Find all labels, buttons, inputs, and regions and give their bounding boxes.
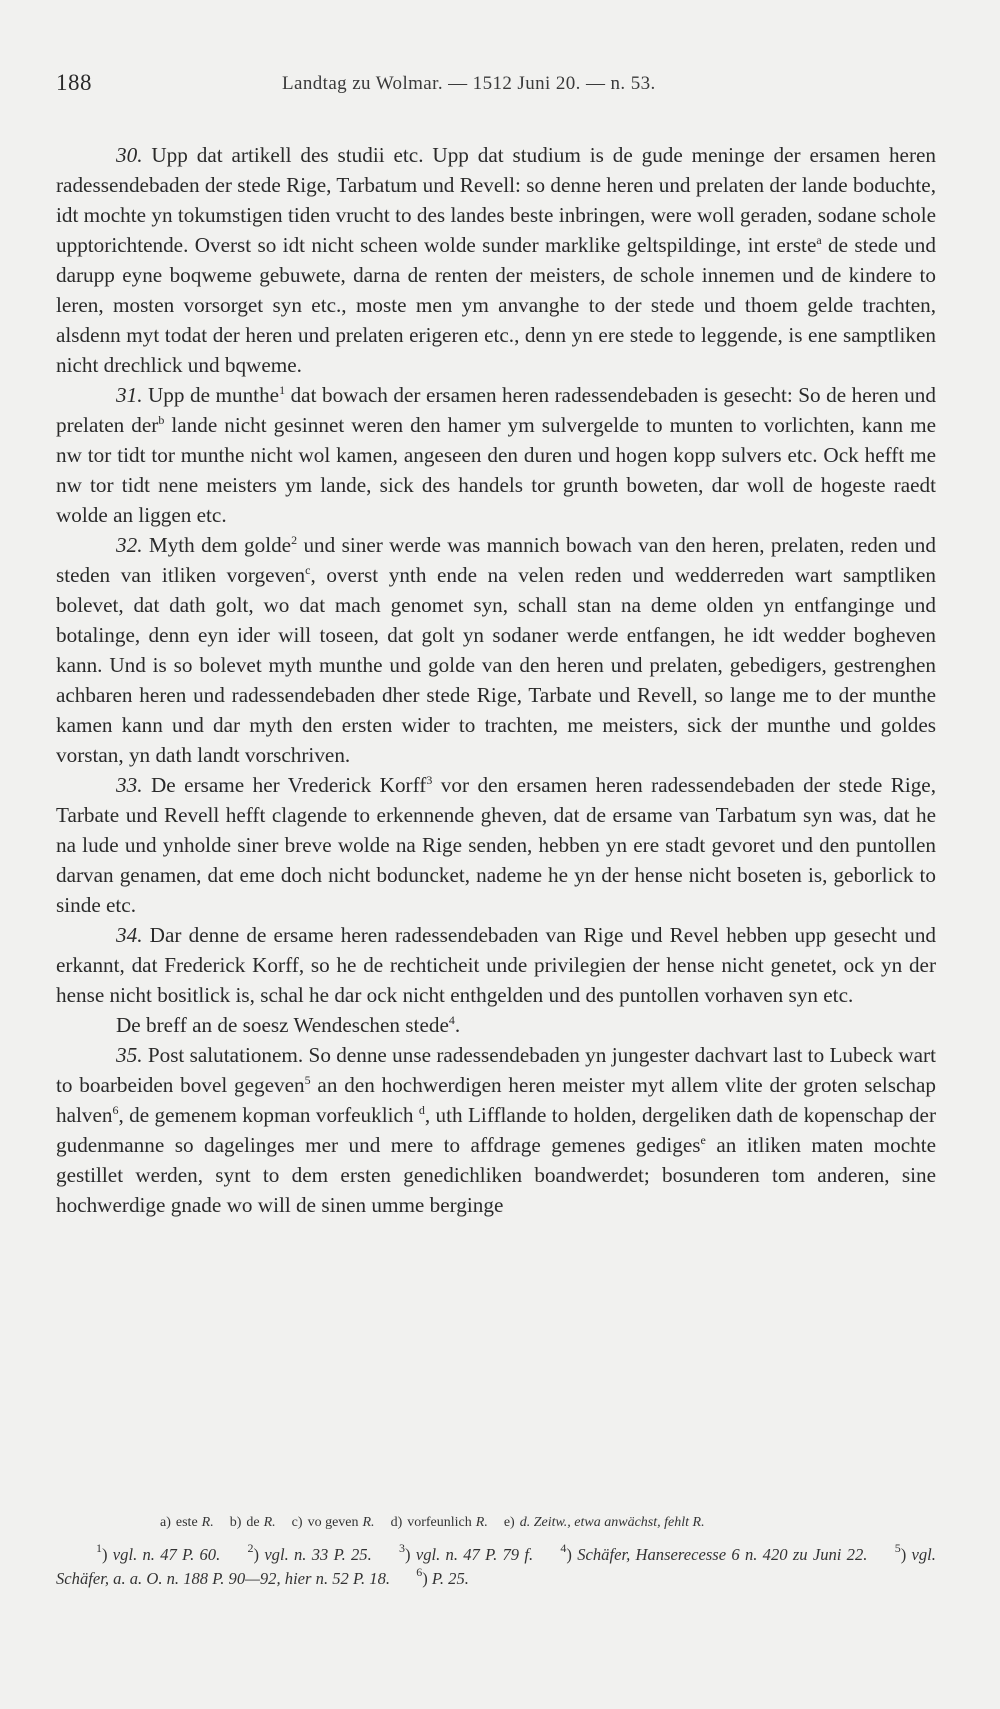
paragraph-text: vor den ersamen heren radessendebaden der stede Rige, Tarbate und Revell hefft clagende to erkennende gheven, dat de ersame van Tarbatum syn was, dat he na lude und ynholde siner breve wolde na Rige senden, hebben yn ere stadt gevoret und den puntollen darvan genamen, dat eme doch nicht boduncket, nademe he yn der hense nicht boseten is, geborlick to sinde etc. [56, 773, 937, 917]
footnote-letter: a) [160, 1515, 171, 1530]
footnote-source: R. [362, 1515, 375, 1530]
page-number: 188 [56, 70, 92, 95]
textual-footnotes [160, 1513, 936, 1533]
footnote-mark: d [418, 1103, 425, 1117]
footnote-text: vgl. n. 33 P. 25. [264, 1545, 372, 1564]
footnote-letter: e) [503, 1515, 515, 1530]
footnote-text: Schäfer, Hanserecesse 6 n. 420 zu Juni 22. [577, 1545, 868, 1564]
paragraph-text: De ersame her Vrederick Korff [150, 773, 427, 797]
footnote-mark: 5 [304, 1073, 311, 1087]
footnote-source: R. [475, 1515, 488, 1530]
footnote-source: R. [263, 1515, 276, 1530]
paragraph-text: Dar denne de ersame heren radessendebaden van Rige und Revel hebben upp gesecht und erkannt, dat Frederick Korff, so he de rechticheit unde privilegien der hense nicht genetet, ock yn der hense nicht bositlick is, schal he dar ock nicht enthgelden und des puntollen vorhaven syn etc. [56, 923, 937, 1007]
footnote-text: P. 25. [431, 1569, 469, 1588]
source-footnote: $^1$) vgl. n. 47 P. 60. [96, 1541, 221, 1564]
footnote-number: 2 [247, 1541, 254, 1555]
source-footnote: $^4$) Schäfer, Hanserecesse 6 n. 420 zu Juni 22. [560, 1541, 868, 1564]
paragraph-text: . [454, 1013, 461, 1037]
footnote-mark: c [305, 563, 311, 577]
paragraph-text: Upp dat artikell des studii etc. Upp dat studium is de gude meninge der ersamen heren radessendebaden der stede Rige, Tarbatum und Revell: so denne heren und prelaten der lande boduchte, idt mochte yn tokumstigen tiden vrucht to des landes beste inbringen, were woll geraden, sodane schole upptorichtende. Overst so idt nicht scheen wolde sunder marklike geltspildinge, int erste [56, 143, 936, 257]
source-footnote: $^5$) vgl. Schäfer, a. a. O. n. 188 P. 90—92, hier n. 52 P. 18. [56, 1541, 936, 1588]
footnote-mark: 4 [448, 1013, 455, 1027]
paragraph [56, 920, 936, 1010]
footnote-mark: a [816, 233, 822, 247]
footnote-text: vgl. n. 47 P. 79 f. [415, 1545, 534, 1564]
footnote-text: este [175, 1515, 198, 1530]
paragraph-text: Myth dem golde [148, 533, 292, 557]
running-head: Landtag zu Wolmar. — 1512 Juni 20. — n. 53. [282, 73, 656, 94]
source-footnote: $^6$) P. 25. [416, 1565, 469, 1588]
paragraph [56, 770, 936, 920]
paragraph-text: dat bowach der ersamen heren radessendebaden is gesecht: So de heren und prelaten der [56, 383, 936, 437]
paragraph-number: 31. [116, 383, 143, 407]
paragraph-number: 35. [116, 1043, 143, 1067]
footnote-text: vgl. Schäfer, a. a. O. n. 188 P. 90—92, hier n. 52 P. 18. [56, 1545, 936, 1588]
paragraph [56, 140, 936, 380]
paragraph-text: Post salutationem. So denne unse radessendebaden yn jungester dachvart last to Lubeck wart to boarbeiden bovel gegeven [56, 1043, 936, 1097]
paragraph-text: de stede und darupp eyne boqweme gebuwete, darna de renten der meisters, de schole innemen und de kindere to leren, mosten vorsorget syn etc., moste men ym anvanghe to der stede und thoem gelde trachten, alsdenn myt todat der heren und prelaten erigeren etc., denn yn ere stede to leggende, is ene samptliken nicht drechlick und bqweme. [56, 233, 936, 377]
paragraph-number: 30. [116, 143, 143, 167]
paragraph-text: und siner werde was mannich bowach van den heren, prelaten, reden und steden van itliken vorgeven [56, 533, 936, 587]
footnote-text: de [246, 1515, 260, 1530]
paragraph-text: lande nicht gesinnet weren den hamer ym sulvergelde to munten to vorlichten, kann me nw tor tidt tor munthe nicht wol kamen, angeseen den duren und hogen kopp sulvers etc. Ock hefft me nw tor tidt nene meisters ym lande, sick des handels tor grunth boweten, dar woll de hogeste raedt wolde an liggen etc. [56, 413, 936, 527]
paragraph [56, 380, 936, 530]
source-footnote-paragraph [56, 1543, 936, 1591]
textual-footnote [504, 1515, 709, 1530]
footnote-number: 5 [894, 1541, 901, 1555]
footnote-letter: d) [390, 1515, 403, 1530]
footnote-mark: e [700, 1133, 706, 1147]
footnote-text: vgl. n. 47 P. 60. [112, 1545, 221, 1564]
footnote-number: 6 [416, 1565, 423, 1579]
paragraph [56, 1010, 936, 1040]
footnote-text: vo geven [307, 1515, 359, 1530]
footnote-text: vorfeunlich [407, 1515, 472, 1530]
paragraph-number: 32. [116, 533, 143, 557]
source-footnotes [56, 1543, 936, 1591]
source-footnote: $^2$) vgl. n. 33 P. 25. [247, 1541, 372, 1564]
paragraph-text: Upp de munthe [148, 383, 280, 407]
paragraph [56, 1040, 936, 1220]
page-header [56, 70, 936, 104]
body-text [56, 140, 936, 1220]
footnote-text: d. Zeitw., etwa anwächst, fehlt R. [519, 1515, 705, 1530]
paragraph-number: 34. [116, 923, 143, 947]
paragraph-text: , de gemenem kopman vorfeuklich [118, 1103, 419, 1127]
footnote-mark: 3 [426, 773, 433, 787]
footnote-number: 4 [560, 1541, 567, 1555]
footnote-mark: 6 [112, 1103, 119, 1117]
paragraph-text: an den hochwerdigen heren meister myt allem vlite der groten selschap halven [56, 1073, 936, 1127]
footnote-number: 3 [399, 1541, 406, 1555]
source-footnote: $^3$) vgl. n. 47 P. 79 f. [399, 1541, 534, 1564]
footnote-letter: c) [291, 1515, 303, 1530]
footnote-source: R. [201, 1515, 214, 1530]
paragraph-text: De breff an de soesz Wendeschen stede [116, 1013, 449, 1037]
footnote-mark: b [158, 413, 165, 427]
paragraph-number: 33. [116, 773, 143, 797]
paragraph-text: , overst ynth ende na velen reden und wedderreden wart samptliken bolevet, dat dath golt, wo dat mach genomet syn, schall stan na deme olden yn entfanginge und botalinge, denn eyn ider will toseen, dat golt yn sodaner werde entfangen, he idt wedder bogheven kann. Und is so bolevet myth munthe und golde van den heren und prelaten, gebedigers, gestrenghen achbaren heren und radessendebaden dher stede Rige, Tarbate und Revell, so lange me to der munthe kamen kann und dar myth den ersten wider to trachten, me meisters, sick der munthe und goldes vorstan, yn dath landt vorschriven. [56, 563, 936, 767]
footnote-letter: b) [229, 1515, 242, 1530]
footnote-number: 1 [96, 1541, 102, 1555]
textual-footnote [160, 1515, 214, 1530]
footnote-mark: 1 [279, 383, 286, 397]
paragraph-text: an itliken maten mochte gestillet werden, synt to dem ersten genedichliken boandwerdet; bosunderen tom anderen, sine hochwerdige gnade wo will de sinen umme berginge [56, 1133, 936, 1217]
footnote-mark: 2 [291, 533, 298, 547]
textual-footnote [391, 1515, 488, 1530]
textual-footnote [292, 1515, 375, 1530]
paragraph-text: , uth Lifflande to holden, dergeliken dath de kopenschap der gudenmanne so dagelinges mer und mere to affdrage gemenes gediges [56, 1103, 936, 1157]
paragraph [56, 530, 936, 770]
textual-footnote [230, 1515, 276, 1530]
